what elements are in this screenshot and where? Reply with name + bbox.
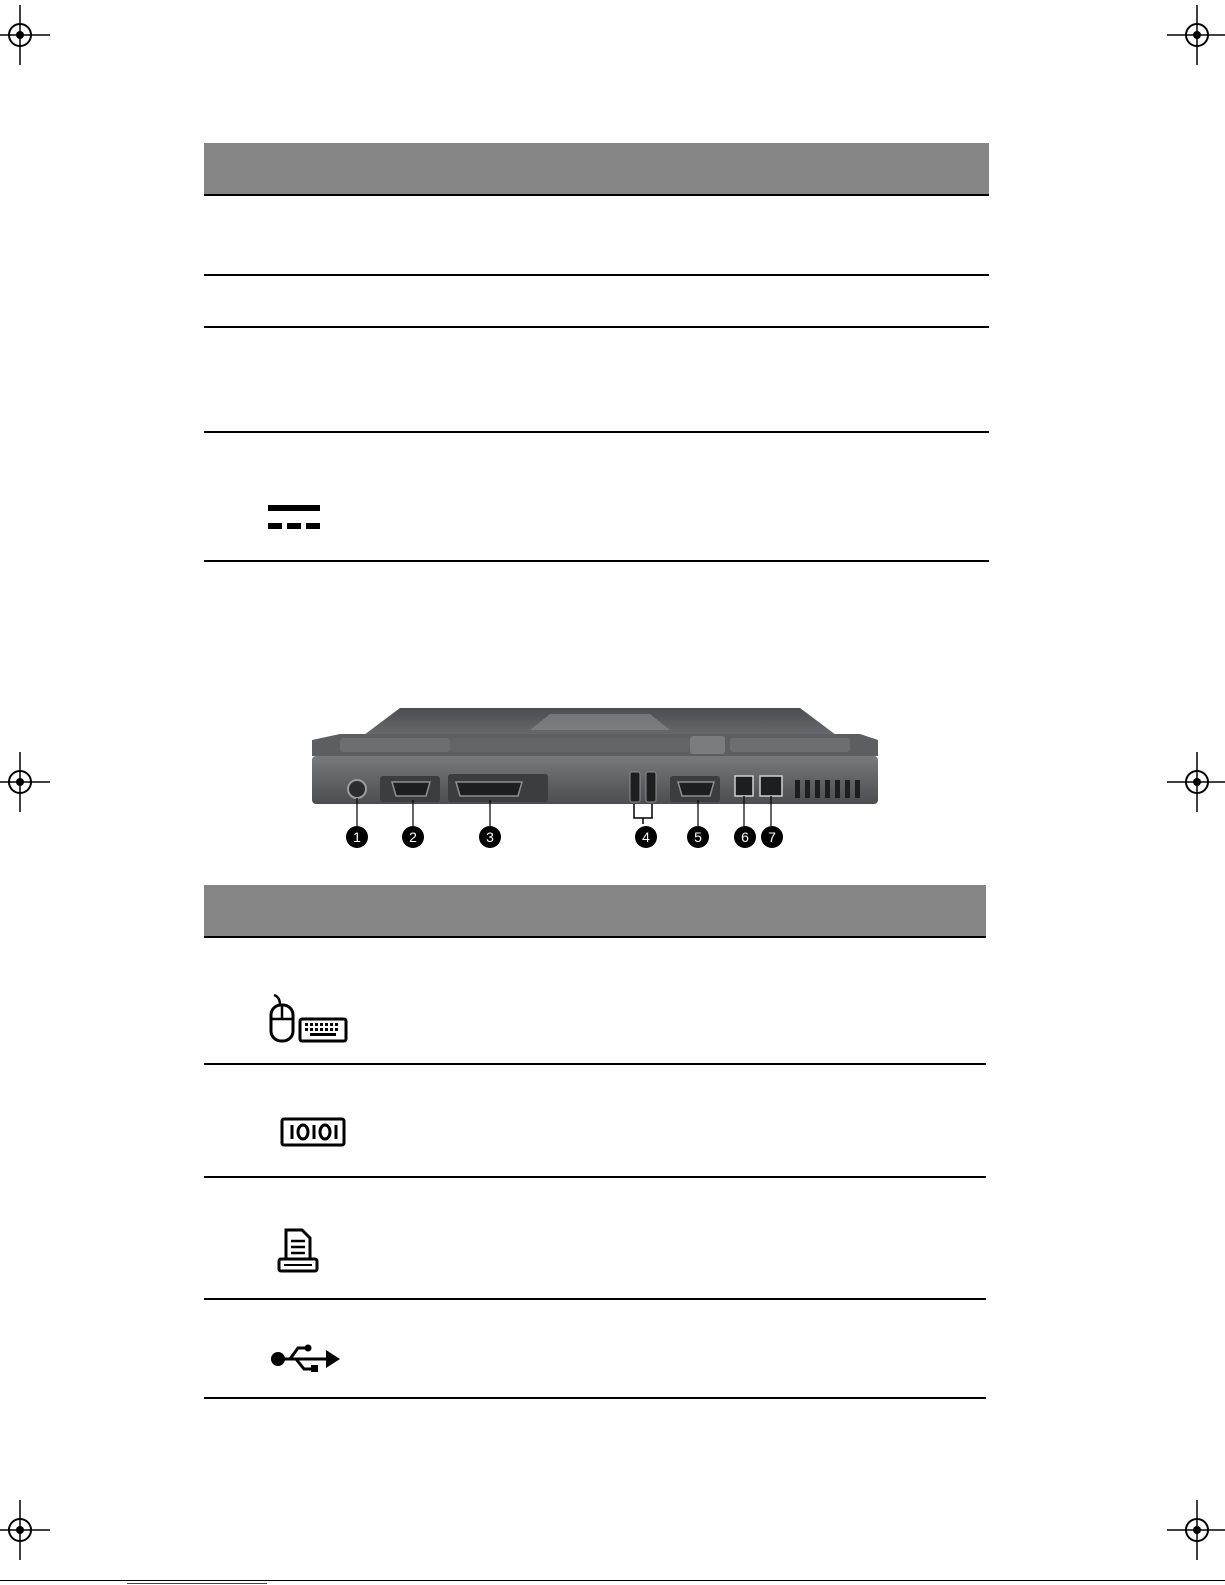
dc-power-icon	[268, 505, 322, 535]
port-table	[204, 885, 986, 1401]
callout-marker: 1	[346, 826, 368, 848]
top-table-row-divider	[204, 326, 989, 328]
serial-port-icon	[280, 1117, 346, 1147]
page-bottom-rule	[0, 1580, 1225, 1581]
ps2-mouse-keyboard-icon	[268, 993, 350, 1045]
callout-marker: 7	[761, 826, 783, 848]
registration-mark-bottom-right	[1167, 1500, 1225, 1560]
top-table	[204, 143, 989, 563]
port-table-row-divider	[204, 1298, 986, 1300]
callout-marker: 6	[734, 826, 756, 848]
top-table-row-divider	[204, 431, 989, 433]
footer-link-underline	[127, 1583, 267, 1584]
callout-marker: 2	[402, 826, 424, 848]
laptop-rear-view-illustration	[300, 700, 890, 860]
registration-mark-top-right	[1167, 5, 1225, 65]
registration-mark-bottom-left	[0, 1500, 50, 1560]
top-table-header	[204, 143, 989, 196]
callout-marker: 5	[687, 826, 709, 848]
registration-mark-top-left	[0, 5, 50, 65]
printer-port-icon	[276, 1227, 320, 1275]
callout-marker: 4	[635, 826, 657, 848]
port-table-header	[204, 885, 986, 938]
usb-icon	[270, 1343, 342, 1373]
top-table-row-divider	[204, 560, 989, 562]
registration-mark-mid-left	[0, 752, 50, 812]
port-table-row-divider	[204, 1176, 986, 1178]
top-table-row-divider	[204, 274, 989, 276]
registration-mark-mid-right	[1167, 752, 1225, 812]
port-table-row-divider	[204, 1063, 986, 1065]
callout-marker: 3	[479, 826, 501, 848]
port-table-row-divider	[204, 1397, 986, 1399]
